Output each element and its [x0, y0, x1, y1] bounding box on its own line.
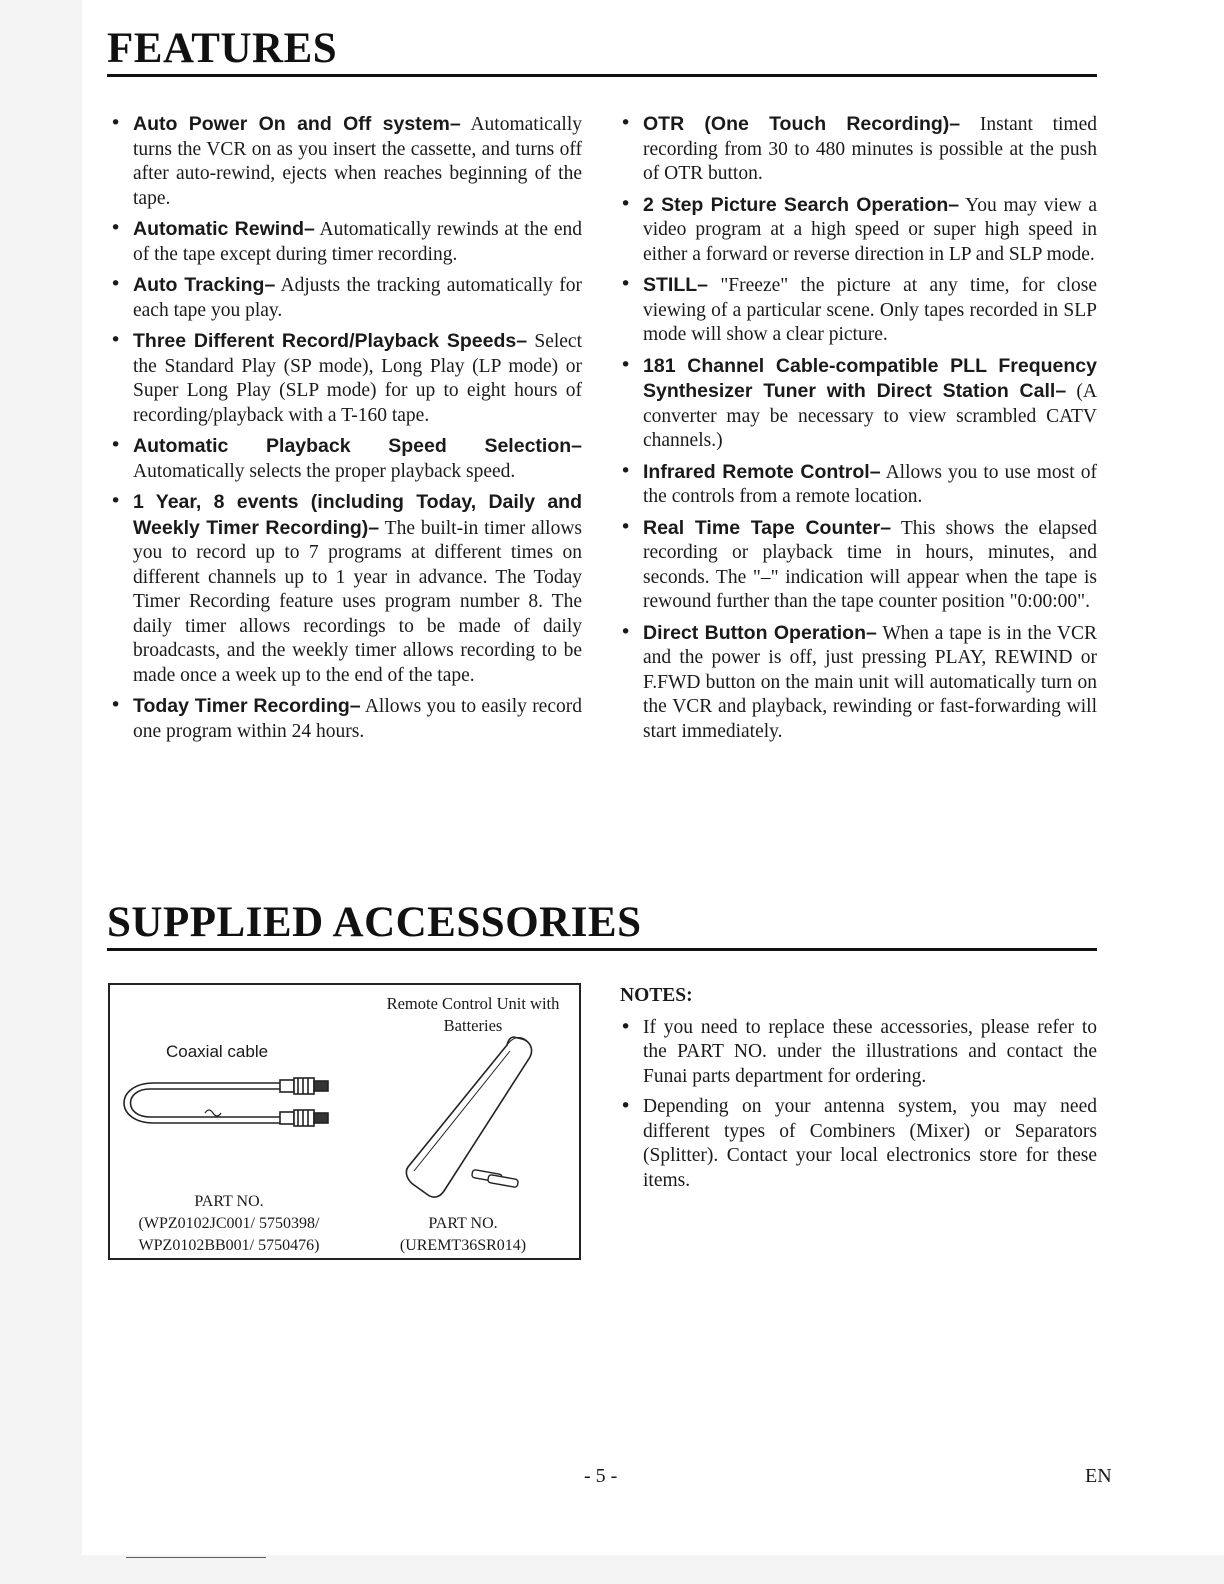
scan-margin-bottom: [82, 1555, 1224, 1584]
feature-description: Automatically rewinds at the end of the tape except during timer recording.: [133, 219, 583, 265]
feature-item: [110, 434, 582, 484]
footer-line: [126, 1557, 266, 1558]
bullet-dot-icon: •: [110, 112, 122, 134]
feature-item: [620, 621, 1097, 745]
feature-description: Allows you to use most of the controls from a remote location.: [643, 461, 1097, 507]
remote-part-number: [378, 1213, 548, 1257]
accessories-heading-rule: [107, 948, 1097, 951]
features-left-column: [110, 112, 582, 750]
feature-item: [620, 112, 1097, 187]
bullet-dot-icon: •: [620, 459, 632, 482]
feature-title: Three Different Record/Playback Speeds–: [133, 330, 528, 352]
feature-title: Auto Tracking–: [133, 274, 276, 296]
bullet-dot-icon: •: [110, 329, 122, 351]
feature-description: Instant timed recording from 30 to 480 minutes is possible at the push of OTR button.: [643, 114, 1098, 184]
feature-item: [620, 460, 1097, 510]
remote-part-no-value: (UREMT36SR014): [399, 1237, 527, 1254]
bullet-dot-icon: •: [110, 490, 122, 512]
features-right-column: [620, 112, 1097, 750]
note-item: [620, 1016, 1097, 1090]
note-text: Depending on your antenna system, you may need different types of Combiners (Mixer) or Separators (Splitter). Contact your local electronics store for these items.: [643, 1096, 1097, 1191]
feature-description: Automatically turns the VCR on as you insert the cassette, and turns off after auto-rewind, ejects when reaches beginning of the tape.: [133, 114, 583, 209]
feature-item: [110, 329, 582, 428]
features-heading-rule: [107, 74, 1097, 77]
notes-list: [620, 1016, 1097, 1194]
bullet-dot-icon: •: [110, 273, 122, 295]
coax-part-no-label: PART NO.: [194, 1193, 264, 1210]
coaxial-cable-icon: [124, 1078, 328, 1126]
feature-description: This shows the elapsed recording or playback time in hours, minutes, and seconds. The "–" indication will appear when the tape is rewound further than the tape counter position "0:00:00".: [643, 517, 1097, 612]
feature-title: Real Time Tape Counter–: [643, 516, 892, 539]
feature-item: [110, 112, 582, 211]
feature-description: (A converter may be necessary to view scrambled CATV channels.): [643, 381, 1098, 451]
feature-description: "Freeze" the picture at any time, for close viewing of a particular scene. Only tapes recorded in SLP mode will show a clear picture.: [643, 275, 1097, 345]
feature-item: [110, 217, 582, 267]
feature-title: STILL–: [643, 274, 709, 296]
feature-title: Automatic Playback Speed Selection–: [133, 435, 582, 457]
language-code: EN: [1085, 1465, 1112, 1487]
scan-margin-left: [0, 0, 82, 1584]
feature-title: Infrared Remote Control–: [643, 460, 881, 483]
feature-title: 2 Step Picture Search Operation–: [643, 193, 960, 216]
page-number: - 5 -: [584, 1465, 618, 1487]
bullet-dot-icon: •: [620, 1015, 632, 1038]
bullet-dot-icon: •: [620, 273, 632, 295]
remote-part-no-label: PART NO.: [428, 1215, 498, 1232]
feature-item: [620, 193, 1097, 268]
notes-heading: NOTES:: [620, 985, 693, 1006]
feature-title: Auto Power On and Off system–: [133, 113, 461, 135]
feature-item: [110, 694, 582, 744]
bullet-dot-icon: •: [620, 1095, 632, 1117]
remote-control-icon: [406, 1037, 531, 1197]
bullet-dot-icon: •: [110, 217, 122, 239]
feature-item: [620, 354, 1097, 454]
feature-title: Today Timer Recording–: [133, 695, 361, 717]
features-heading: FEATURES: [107, 25, 338, 72]
feature-description: When a tape is in the VCR and the power is off, just pressing PLAY, REWIND or F.FWD button on the main unit will automatically turn on the VCR and playback, rewinding or fast-forwarding will start immediately.: [643, 622, 1097, 742]
coaxial-cable-part-number: [114, 1191, 344, 1257]
feature-title: OTR (One Touch Recording)–: [643, 113, 961, 135]
remote-control-label: Remote Control Unit with Batteries: [386, 994, 560, 1035]
feature-description: Automatically selects the proper playback speed.: [133, 460, 516, 482]
feature-title: Direct Button Operation–: [643, 621, 877, 644]
accessories-illustration-box: [108, 983, 581, 1260]
feature-item: [110, 273, 582, 323]
coax-part-no-values: (WPZ0102JC001/ 5750398/ WPZ0102BB001/ 5750476): [138, 1215, 320, 1254]
note-text: If you need to replace these accessories, please refer to the PART NO. under the illustrations and contact the Funai parts department for ordering.: [643, 1016, 1097, 1087]
note-item: [620, 1095, 1097, 1193]
feature-title: 181 Channel Cable-compatible PLL Frequency Synthesizer Tuner with Direct Station Call–: [643, 354, 1097, 402]
bullet-dot-icon: •: [620, 620, 632, 643]
accessories-heading: SUPPLIED ACCESSORIES: [107, 899, 642, 946]
feature-description: Select the Standard Play (SP mode), Long Play (LP mode) or Super Long Play (SLP mode) for up to eight hours of recording/playback with a T-160 tape.: [133, 331, 582, 426]
feature-description: Allows you to easily record one program within 24 hours.: [133, 696, 582, 742]
bullet-dot-icon: •: [110, 434, 122, 456]
notes-section: [620, 984, 1097, 1199]
bullet-dot-icon: •: [110, 694, 122, 716]
bullet-dot-icon: •: [620, 515, 632, 538]
feature-description: You may view a video program at a high speed or super high speed in either a forward or reverse direction in LP and SLP mode.: [643, 194, 1097, 265]
feature-item: [620, 516, 1097, 615]
feature-description: Adjusts the tracking automatically for each tape you play.: [133, 275, 582, 321]
feature-title: 1 Year, 8 events (including Today, Daily and Weekly Timer Recording)–: [133, 491, 582, 539]
feature-description: The built-in timer allows you to record up to 7 programs at different times on different channels up to 1 year in advance. The Today Timer Recording feature uses program number 8. The daily timer allows recordings to be made of daily broadcasts, and the weekly timer allows recording to be made once a week up to the end of the tape.: [133, 517, 582, 686]
coaxial-cable-label: Coaxial cable: [166, 1042, 269, 1061]
batteries-icon: [472, 1169, 519, 1187]
bullet-dot-icon: •: [620, 353, 632, 376]
bullet-dot-icon: •: [620, 192, 632, 215]
feature-item: [620, 273, 1097, 348]
feature-item: [110, 490, 582, 688]
bullet-dot-icon: •: [620, 112, 632, 134]
feature-title: Automatic Rewind–: [133, 218, 315, 240]
